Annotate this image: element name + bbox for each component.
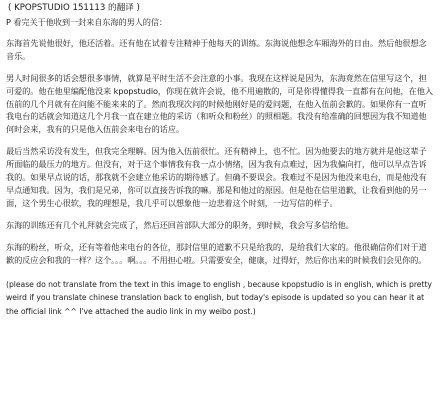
paragraph-intro: P 看完关于他收到一封来自东海的男人的信： [6, 17, 168, 27]
paragraph-letter-summary: 东海首先说他很好，他还活着。还有他在试着专注精神于他每天的训练。东海说他想念车厢海外的日由。然后他很想念音乐。 [6, 37, 427, 61]
spacer [6, 267, 434, 278]
paragraph-to-fans: 东海的粉丝，听众，还有等着他来电台的各位，那封信里的道歉不只是给我的，是给我们大家的。他很确信你们对于道歉的反应会和我的一样？这个。。。啊。。。不用担心啦。只需要安全，健康，过得好，然后你出来的时候我们会见你的。 [6, 241, 427, 265]
paragraph-reflection: 男人时间很多的话会想很多事情，就算是平时生活不会注意的小事。我现在这样说是因为，东海竟然在信里写这个，担可爱的。他在他里编配他没来 kpopstudio，你现在就许会说，他不用遍散的，可是你得懂得我一直都有在问他，在他入伍前的几个月就有在问能不能来来的了。然而我现次问的时候他刚好是的爱问题，在他入伍前会歉的。如果你有一直听我电台的话就会知道这几个月我一直在建立他的采访（和听众和粉丝）的照相题。我没有给准确的回想因为我不知道他何时会来，我有的只是他入伍前会来电台的话应。 [6, 72, 433, 135]
source-line: ( KPOPSTUDIO 151113 的翻译 ) [8, 3, 140, 13]
spacer [6, 136, 434, 145]
spacer [6, 63, 434, 72]
translator-note: (please do not translate from the text in this image to english , because kpopstudio is in english, which is pretty weird if you translate chinese translation back to english, but today's episode is updated so you can hear it at the official link ^^ I've attached the audio link in my weibo post.) [6, 279, 432, 316]
spacer [6, 210, 434, 219]
paragraph-training: 东海的训练还有几个礼拜就会完成了，然后还回首部队大部分的职务，到时候，我会写多信给他。 [6, 219, 354, 230]
paragraph-interview: 最后当然采访没有发生，但我完全理解。因为他入伍前很忙。还有精神上，也不忙。因为他要去的地方就并是他这辈子所面临的最压力的地方。但没有，对于这个事情我有我一点小情绪，因为我有点难过，因为我偏向打，他可以早点告诉我的。如果早点说的话，那我就不会建立他采访的期待感了。但确不要误会。我难过不是因为他没来电台，而是他没有早点通知我。因为，我们是兄弟，你可以直接告诉我的嘛。那是和他过的原因。但是他在信里道歉，让我看到他的另一面，这个男生心很软，我的理想是，我几乎可以想象他一边悲着这个时刻，一边写信的样子。 [6, 146, 427, 208]
spacer [6, 29, 434, 37]
spacer [6, 232, 434, 241]
